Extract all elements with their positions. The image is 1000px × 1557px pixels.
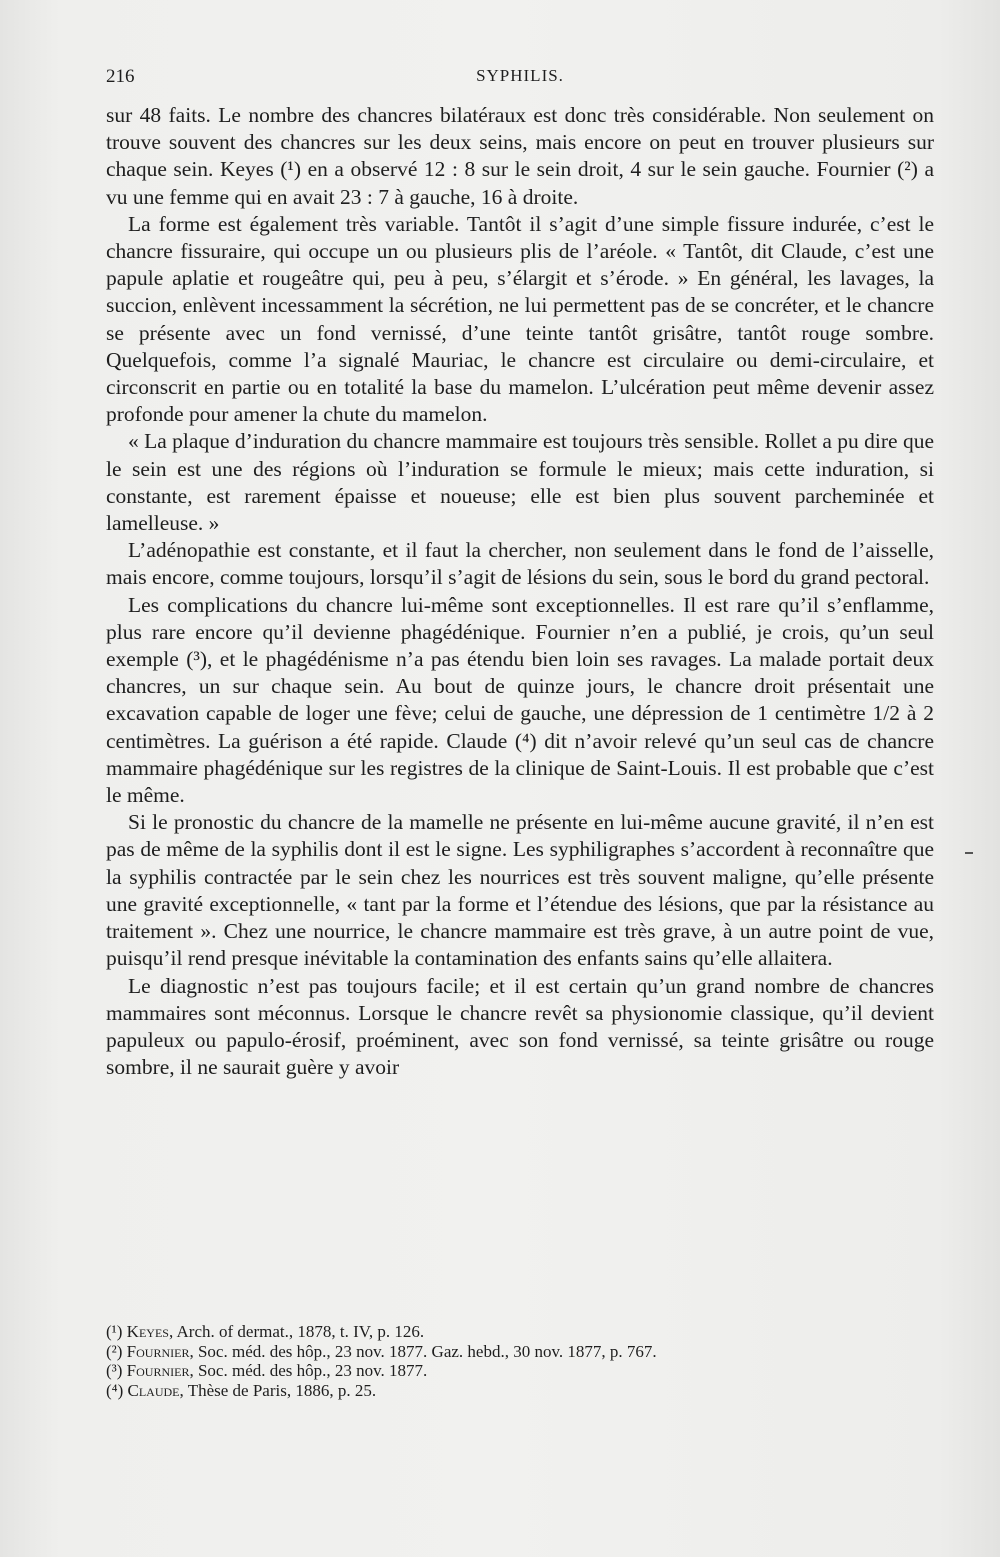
paragraph-induration-quote: « La plaque d’induration du chancre mammaire est toujours très sensible. Rollet a pu dire que le sein est une des régions où l’induration se formule le mieux; mais cette induration, si constante, est rarement épaisse et noueuse; elle est bien plus souvent parcheminée et lamelleuse. » — [106, 429, 935, 536]
footnote-author: Fournier — [126, 1341, 190, 1361]
footnote-text: , Arch. of dermat., 1878, t. IV, p. 126. — [168, 1322, 425, 1341]
footnote-text: , Soc. méd. des hôp., 23 nov. 1877. — [189, 1361, 428, 1381]
footnote-4 — [106, 1381, 934, 1401]
paragraph-diagnosis: Le diagnostic n’est pas toujours facile; et il est certain qu’un grand nombre de chancres mammaires sont méconnus. Lorsque le chancre revêt sa physionomie classique, qu’il devient papuleux ou papulo-érosif, proéminent, avec son fond vernissé, sa teinte grisâtre ou rouge sombre, il ne saurait guère y avoir — [106, 973, 934, 1080]
footnote-3 — [106, 1361, 934, 1381]
footnote-number: (¹) — [106, 1322, 123, 1341]
footnote-2 — [106, 1342, 934, 1362]
running-head — [106, 66, 934, 92]
footnote-author: Claude — [127, 1380, 180, 1400]
footnote-text: , Soc. méd. des hôp., 23 nov. 1877. Gaz. hebd., 30 nov. 1877, p. 767. — [189, 1341, 657, 1361]
paragraph-continuation: sur 48 faits. Le nombre des chancres bilatéraux est donc très considérable. Non seulement on trouve souvent des chancres sur les deux seins, mais encore on peut en trouver plusieurs sur chaque sein. Keyes (¹) en a observé 12 : 8 sur le sein droit, 4 sur le sein gauche. Fournier (²) a vu une femme qui en avait 23 : 7 à gauche, 16 à droite. — [106, 103, 934, 209]
footnote-1 — [106, 1322, 934, 1342]
body-text — [106, 102, 934, 1081]
footnote-text: , Thèse de Paris, 1886, p. 25. — [179, 1380, 377, 1400]
page-number: 216 — [106, 66, 135, 87]
paragraph-adenopathy: L’adénopathie est constante, et il faut la chercher, non seulement dans le fond de l’aisselle, mais encore, comme toujours, lorsqu’il s’agit de lésions du sein, sous le bord du grand pectoral. — [106, 538, 934, 590]
paragraph-form: La forme est également très variable. Tantôt il s’agit d’une simple fissure indurée, c’est le chancre fissuraire, qui occupe un ou plusieurs plis de l’aréole. « Tantôt, dit Claude, c’est une papule aplatie et rougeâtre qui, peu à peu, s’élargit et s’érode. » En général, les lavages, la succion, enlèvent incessamment la sécrétion, ne lui permettent pas de se concréter, et le chancre se présente avec un fond vernissé, d’une teinte tantôt grisâtre, tantôt rouge sombre. Quelquefois, comme l’a signalé Mauriac, le chancre est circulaire ou demi-circulaire, et circonscrit en partie ou en totalité la base du mamelon. L’ulcération peut même devenir assez profonde pour amener la chute du mamelon. — [106, 211, 934, 427]
paragraph-prognosis: Si le pronostic du chancre de la mamelle ne présente en lui-même aucune gravité, il n’en est pas de même de la syphilis dont il est le signe. Les syphiligraphes s’accordent à reconnaître que la syphilis contractée par le sein chez les nourrices est très souvent maligne, qu’elle présente une gravité exceptionnelle, « tant par la forme et l’étendue des lésions, que par la résistance au traitement ». Chez une nourrice, le chancre mammaire est très grave, à un autre point de vue, puisqu’il rend presque inévitable la contamination des enfants sains qu’elle allaitera. — [106, 810, 934, 971]
footnote-number: (⁴) — [106, 1380, 124, 1400]
margin-mark — [965, 852, 973, 854]
running-title: SYPHILIS. — [476, 66, 564, 85]
footnotes — [106, 1322, 934, 1400]
footnote-author: Fournier — [126, 1361, 190, 1381]
footnote-number: (³) — [106, 1361, 123, 1381]
footnote-number: (²) — [106, 1341, 123, 1361]
footnote-author: Keyes — [126, 1322, 169, 1341]
paragraph-complications: Les complications du chancre lui-même sont exceptionnelles. Il est rare qu’il s’enflamme, plus rare encore qu’il devienne phagédénique. Fournier n’en a publié, je crois, qu’un seul exemple (³), et le phagédénisme n’a pas étendu bien loin ses ravages. La malade portait deux chancres, un sur chaque sein. Au bout de quinze jours, le chancre droit présentait une excavation capable de loger une fève; celui de gauche, une dépression de 1 centimètre 1/2 à 2 centimètres. La guérison a été rapide. Claude (⁴) dit n’avoir relevé qu’un seul cas de chancre mammaire phagédénique sur les registres de la clinique de Saint-Louis. Il est probable que c’est le même. — [106, 592, 934, 808]
